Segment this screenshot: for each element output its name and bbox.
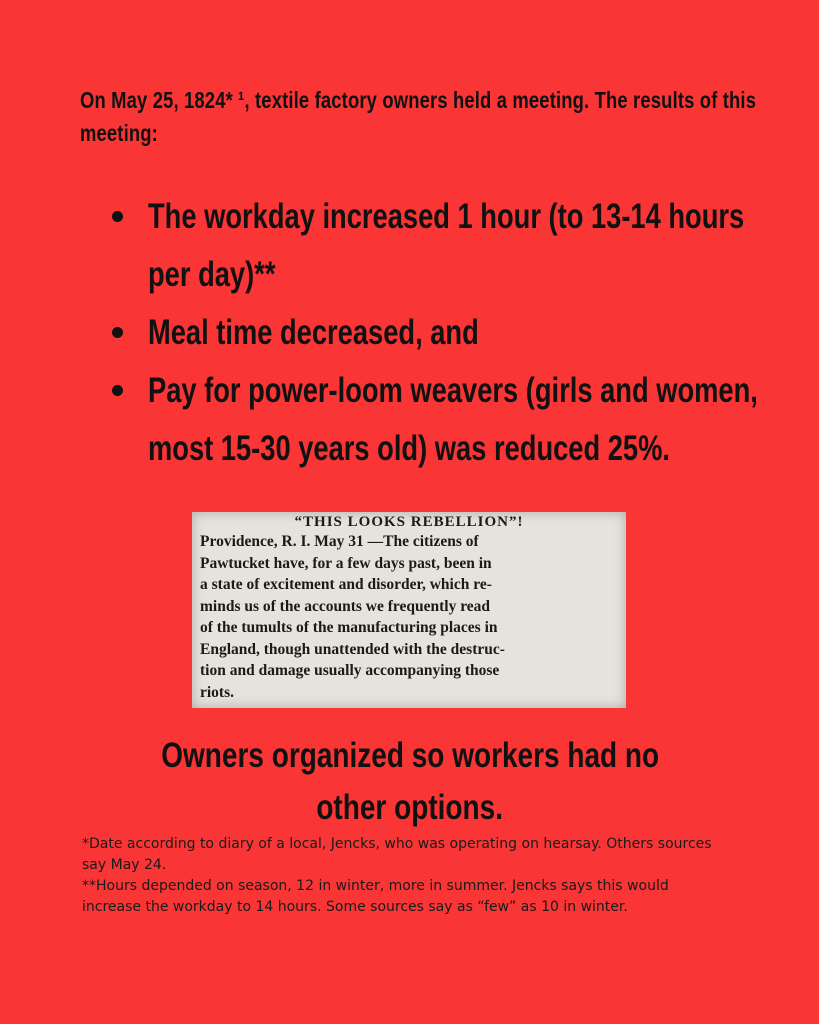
clipping-line: of the tumults of the manufacturing places in: [200, 619, 498, 636]
tagline-line-1: Owners organized so workers had no: [161, 736, 659, 775]
list-item: [112, 304, 819, 362]
list-item-label: Meal time decreased, and: [148, 313, 479, 352]
clipping-line: Pawtucket have, for a few days past, been in: [200, 554, 492, 572]
bullet-icon: [112, 327, 123, 338]
list-item-label: Pay for power-loom weavers (girls and women, most 15-30 years old) was reduced 25%.: [148, 371, 758, 468]
clipping-body: [192, 531, 626, 703]
clipping-line: riots.: [200, 683, 235, 701]
intro-paragraph: On May 25, 1824* ¹, textile factory owners held a meeting. The results of this meeting:: [80, 87, 757, 147]
footnotes: [82, 834, 732, 918]
results-list: [112, 188, 819, 478]
tagline-line-2: other options.: [316, 788, 504, 827]
tagline: [90, 730, 730, 834]
clipping-line: England, though unattended with the destruc-: [200, 640, 505, 658]
clipping-line: tion and damage usually accompanying those: [200, 662, 500, 679]
clipping-line: a state of excitement and disorder, which re-: [200, 576, 492, 593]
footnote: *Date according to diary of a local, Jencks, who was operating on hearsay. Others sources say May 24.: [82, 836, 712, 873]
clipping-line: minds us of the accounts we frequently read: [200, 597, 491, 615]
list-item: [112, 188, 819, 304]
bullet-icon: [112, 385, 123, 396]
clipping-line: Providence, R. I. May 31 —The citizens of: [200, 533, 479, 550]
newspaper-clipping: [192, 512, 626, 708]
bullet-icon: [112, 211, 123, 222]
list-item: [112, 362, 819, 478]
footnote: **Hours depended on season, 12 in winter, more in summer. Jencks says this would increase the workday to 14 hours. Some sources say as “few” as 10 in winter.: [82, 878, 669, 915]
clipping-headline: “THIS LOOKS REBELLION”!: [294, 514, 524, 530]
list-item-label: The workday increased 1 hour (to 13-14 hours per day)**: [148, 197, 745, 294]
